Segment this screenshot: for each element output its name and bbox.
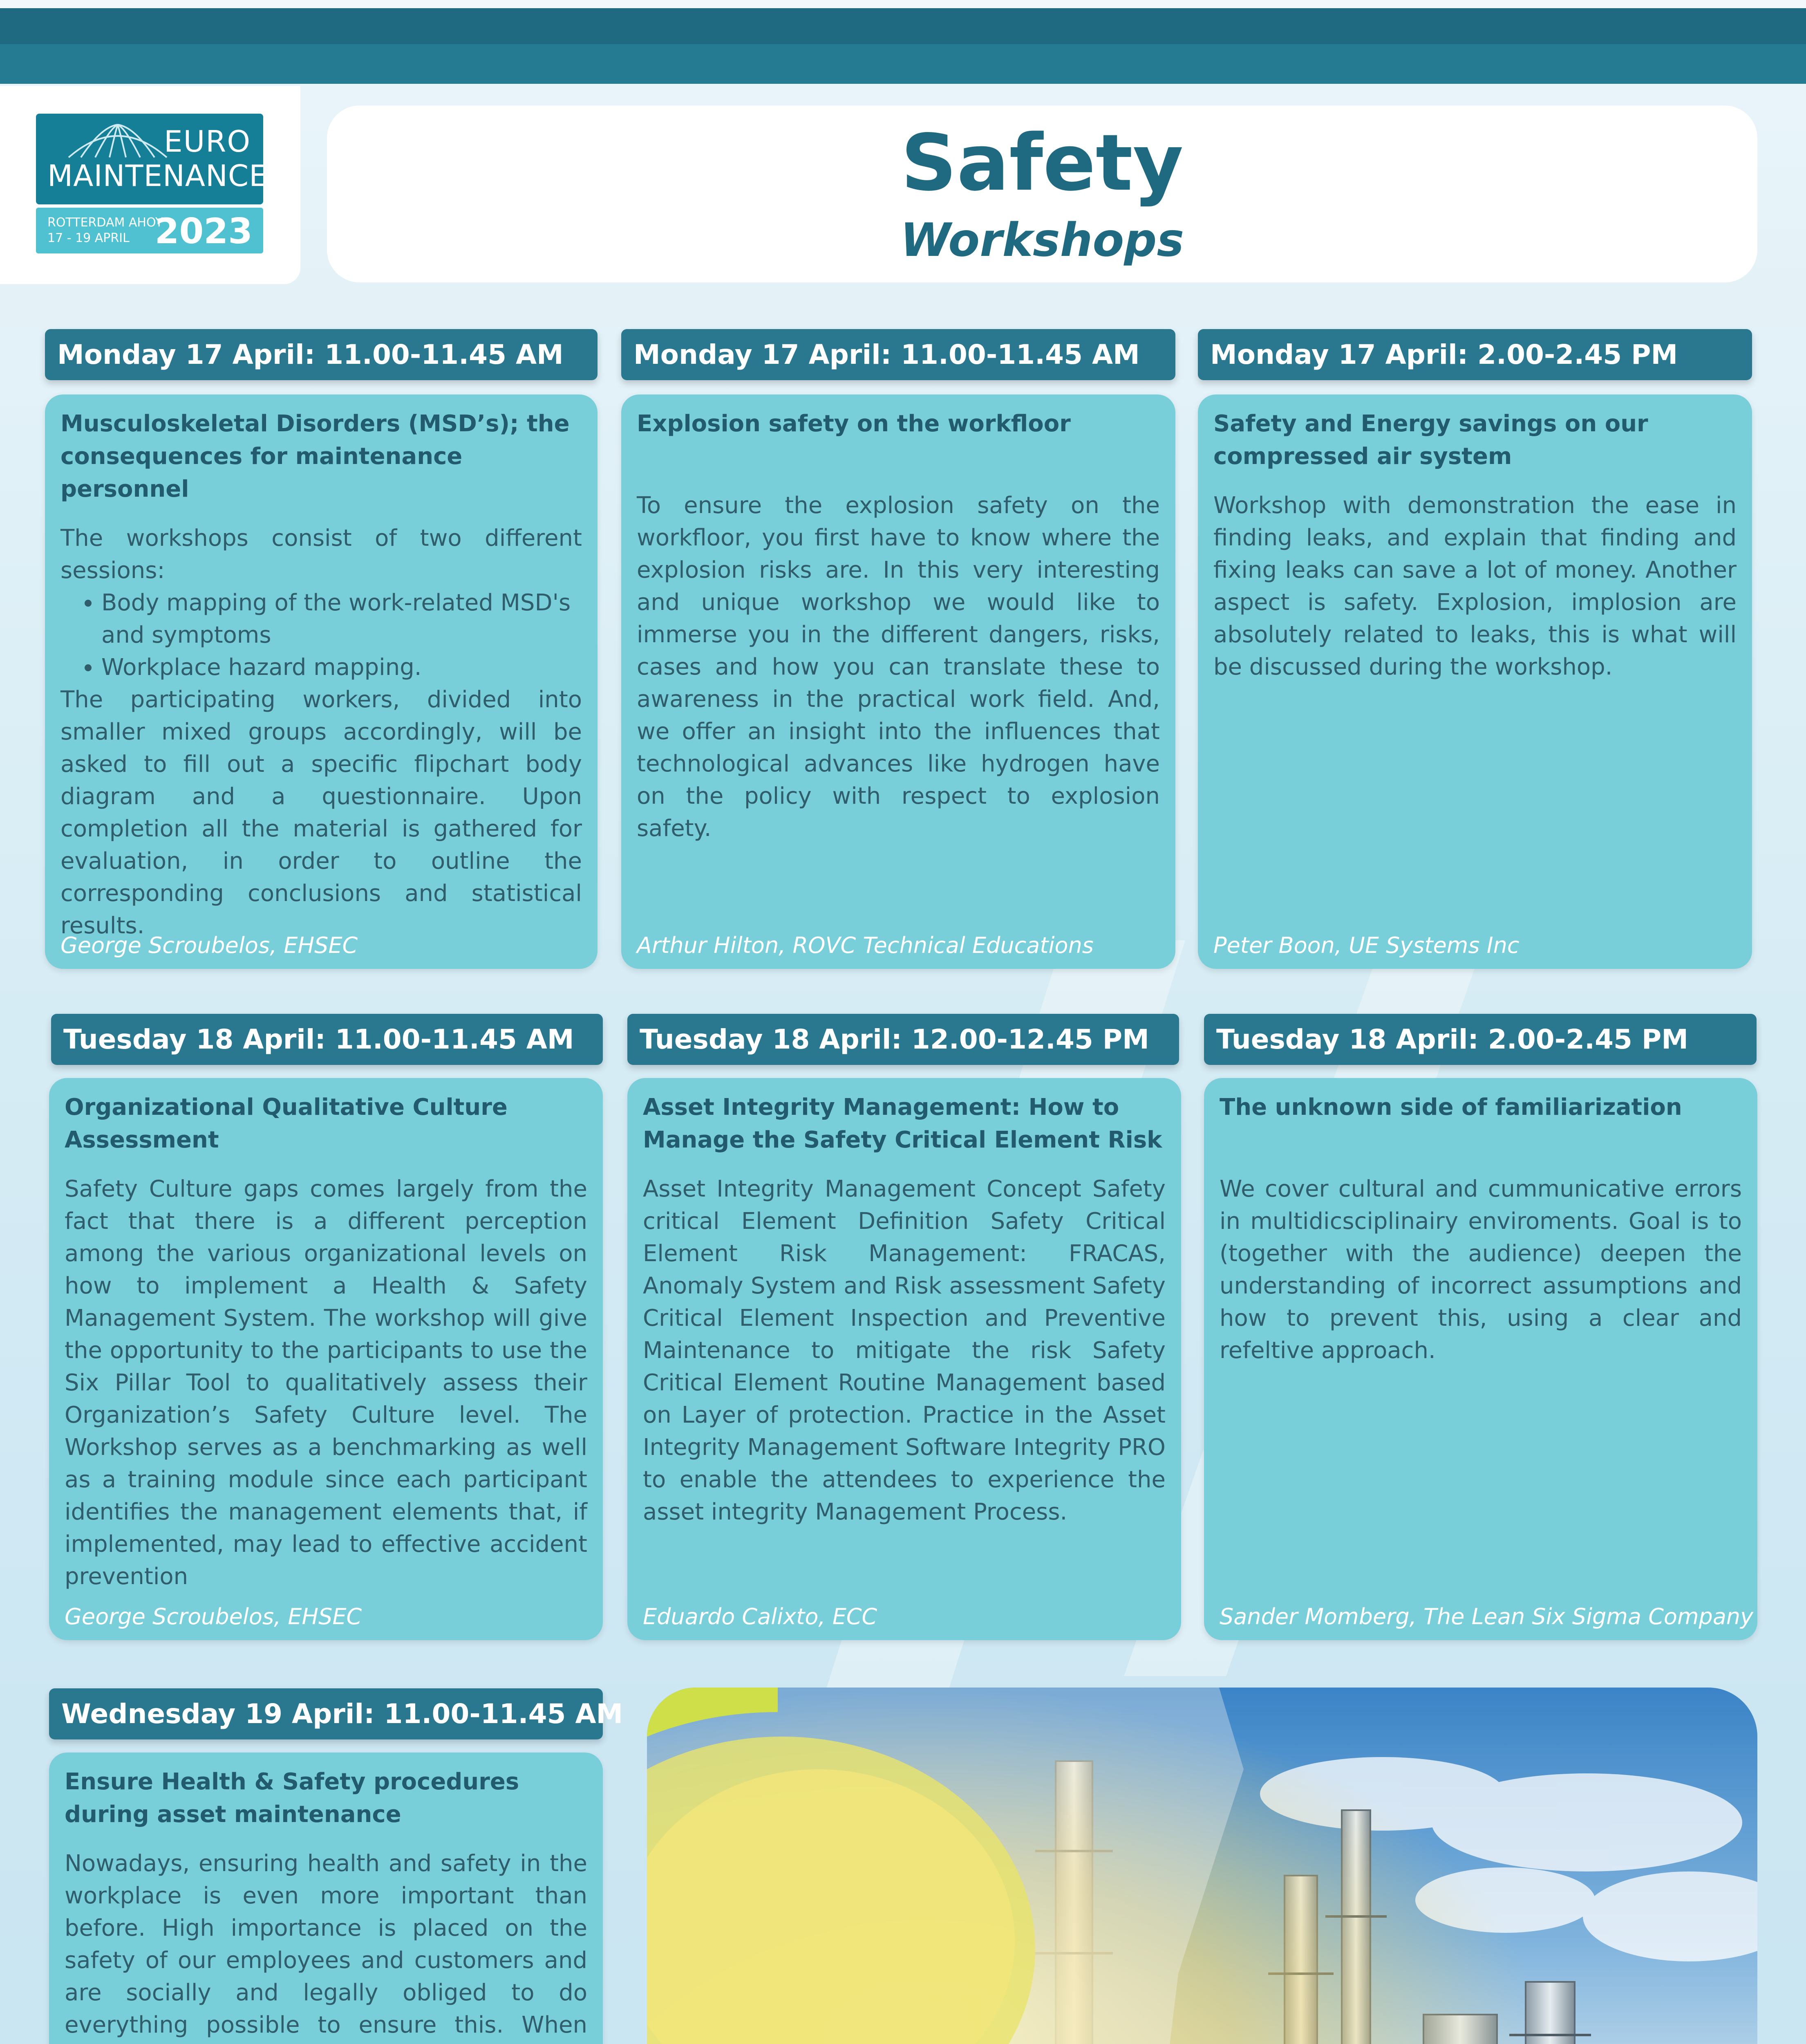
speaker-6: Sander Momberg, The Lean Six Sigma Company [1220, 1604, 1754, 1629]
speaker-4: George Scroubelos, EHSEC [65, 1604, 362, 1629]
slot-bar-2: Monday 17 April: 11.00-11.45 AM [621, 329, 1175, 380]
workshop-card-7 [49, 1753, 603, 2044]
speaker-5: Eduardo Calixto, ECC [643, 1604, 877, 1629]
workshop-card-5 [627, 1078, 1181, 1640]
speaker-3: Peter Boon, UE Systems Inc [1213, 932, 1520, 958]
page-subtitle: Workshops [900, 214, 1184, 267]
workshop-title-6: The unknown side of familiarization [1220, 1094, 1682, 1121]
workshop-title-4: Organizational Qualitative Culture Assessment [65, 1094, 508, 1153]
page-title: Safety [901, 118, 1184, 208]
workshop-title-3: Safety and Energy savings on our compressed air system [1213, 410, 1648, 470]
workshop-title-5: Asset Integrity Management: How to Manage the Safety Critical Element Risk [643, 1094, 1162, 1153]
workshop-card-3 [1198, 394, 1752, 969]
slot-bar-1: Monday 17 April: 11.00-11.45 AM [45, 329, 598, 380]
list-item: • Body mapping of the work-related MSD's and symptoms [101, 587, 582, 651]
speaker-2: Arthur Hilton, ROVC Technical Educations [637, 932, 1094, 958]
top-banner-band [0, 8, 1806, 44]
slot-bar-5: Tuesday 18 April: 12.00-12.45 PM [627, 1014, 1179, 1065]
slot-bar-6: Tuesday 18 April: 2.00-2.45 PM [1204, 1014, 1757, 1065]
logo-panel [0, 86, 300, 284]
workshop-body-5: Asset Integrity Management Concept Safety critical Element Definition Safety Critical Element Risk Management: FRACAS, Anomaly System and Risk assessment Safety Critical Element Inspection and Preventive Maintenance to mitigate the risk Safety Critical Element Routine Management based on Layer of protection. Practice in the Asset Integrity Management Software Integrity PRO to enable the attendees to experience the asset integrity Management Process. [643, 1176, 1166, 1525]
slot-bar-3: Monday 17 April: 2.00-2.45 PM [1198, 329, 1752, 380]
workshop-body-2: To ensure the explosion safety on the workfloor, you first have to know where the explosion risks are. In this very interesting and unique workshop we would like to immerse you in the different dangers, risks, cases and how you can translate these to awareness in the practical work field. And, we offer an insight into the influences that technological advances like hydrogen have on the policy with respect to explosion safety. [637, 492, 1160, 842]
workshop-bullets-1 [60, 587, 582, 684]
logo-euro-text: EURO [164, 124, 251, 159]
workshop-title-1: Musculoskeletal Disorders (MSD’s); the consequences for maintenance personnel [60, 410, 570, 502]
logo-event-strip [36, 208, 263, 253]
refinery-illustration [647, 1688, 1757, 2044]
list-item: • Workplace hazard mapping. [101, 651, 582, 684]
logo-maintenance-text: MAINTENANCE [47, 159, 268, 193]
workshop-intro-1: The workshops consist of two different sessions: [60, 525, 582, 584]
workshop-card-2 [621, 394, 1175, 969]
logo-location-name: ROTTERDAM AHOY [47, 215, 163, 230]
workshop-body-1: The participating workers, divided into smaller mixed groups accordingly, will be asked to fill out a specific flipchart body diagram and a questionnaire. Upon completion all the material is gathered for evaluation, in order to outline the corresponding conclusions and statistical results. [60, 686, 582, 939]
refinery-photo [647, 1688, 1757, 2044]
workshop-title-7: Ensure Health & Safety procedures during asset maintenance [65, 1768, 519, 1828]
euromaintenance-logo [36, 114, 268, 204]
workshop-body-3: Workshop with demonstration the ease in finding leaks, and explain that finding and fixing leaks can save a lot of money. Another aspect is safety. Explosion, implosion are absolutely related to leaks, this is what will be discussed during the workshop. [1213, 492, 1737, 680]
slot-bar-7: Wednesday 19 April: 11.00-11.45 AM [49, 1688, 603, 1739]
logo-year: 2023 [154, 211, 253, 252]
workshop-body-7: Nowadays, ensuring health and safety in the workplace is even more important than before. High importance is placed on the safety of our employees and customers and are socially and legally obliged to do everything possible to ensure this. When [65, 1850, 587, 2038]
logo-location [47, 215, 163, 246]
title-card [327, 105, 1757, 282]
top-banner [0, 0, 1806, 84]
workshop-title-2: Explosion safety on the workfloor [637, 410, 1071, 437]
speaker-1: George Scroubelos, EHSEC [60, 932, 358, 958]
workshop-body-4: Safety Culture gaps comes largely from the fact that there is a different perception among the various organizational levels on how to implement a Health & Safety Management System. The workshop will give the opportunity to the participants to use the Six Pillar Tool to qualitatively assess their Organization’s Safety Culture level. The Workshop serves as a benchmarking as well as a training module since each participant identifies the management elements that, if implemented, may lead to effective accident prevention [65, 1176, 587, 1590]
top-banner-edge [0, 0, 1806, 8]
slot-bar-4: Tuesday 18 April: 11.00-11.45 AM [51, 1014, 603, 1065]
dome-arc-icon [65, 123, 171, 159]
workshop-body-6: We cover cultural and cummunicative errors in multidicsciplinairy enviroments. Goal is to (together with the audience) deepen the understanding of incorrect assumptions and how to prevent this, using a clear and refeltive approach. [1220, 1176, 1742, 1364]
workshop-card-4 [49, 1078, 603, 1640]
workshop-card-6 [1204, 1078, 1757, 1640]
logo-dates: 17 - 19 APRIL [47, 231, 130, 245]
workshop-card-1 [45, 394, 598, 969]
